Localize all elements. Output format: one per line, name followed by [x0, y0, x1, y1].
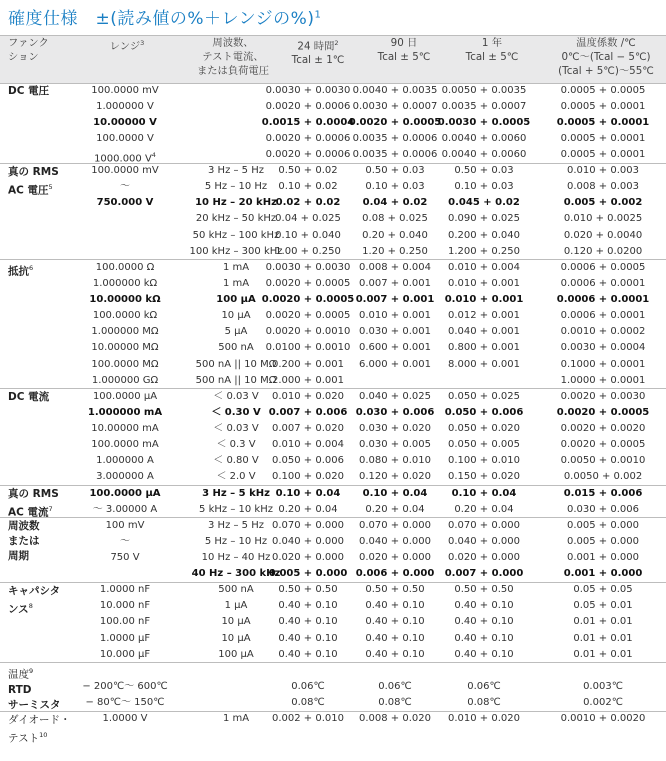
accuracy-90d-cell: 0.0040 + 0.0035	[352, 85, 438, 96]
column-header: ファンク ション	[8, 37, 49, 63]
function-label: 温度$^9$ RTD サーミスタ	[8, 667, 61, 711]
accuracy-1y-cell: 0.0050 + 0.0035	[441, 85, 527, 96]
accuracy-90d-cell: 0.40 + 0.10	[365, 649, 425, 660]
accuracy-90d-cell: 0.030 + 0.001	[359, 326, 431, 337]
range-cell: 10.00000 kΩ	[89, 294, 161, 305]
test-condition-cell: 10 Hz – 20 kHz	[195, 197, 277, 208]
accuracy-1y-cell: 0.050 + 0.006	[444, 407, 524, 418]
accuracy-24h-cell: 0.0030 + 0.0030	[265, 85, 351, 96]
test-condition-cell: 50 kHz – 100 kHz	[192, 230, 280, 241]
accuracy-24h-cell: 0.10 + 0.04	[275, 488, 341, 499]
accuracy-1y-cell: 0.08℃	[467, 697, 501, 708]
temp-coef-cell: 0.010 + 0.003	[567, 165, 639, 176]
range-cell: 1.000000 GΩ	[91, 375, 159, 386]
test-condition-cell: 3 Hz – 5 kHz	[202, 488, 270, 499]
temp-coef-cell: 0.0006 + 0.0001	[556, 294, 650, 305]
range-cell: 10.000 nF	[99, 600, 151, 611]
test-condition-cell: ＜ 0.03 V	[213, 423, 259, 434]
accuracy-24h-cell: 0.020 + 0.000	[272, 552, 344, 563]
range-cell: 100.0000 MΩ	[91, 359, 159, 370]
accuracy-90d-cell: 0.080 + 0.010	[359, 455, 431, 466]
temp-coef-cell: 0.015 + 0.006	[563, 488, 643, 499]
range-cell: 100.0000 kΩ	[92, 310, 158, 321]
accuracy-1y-cell: 0.0030 + 0.0005	[437, 117, 531, 128]
accuracy-24h-cell: 0.10 + 0.040	[275, 230, 341, 241]
accuracy-24h-cell: 0.100 + 0.020	[272, 471, 344, 482]
test-condition-cell: 40 Hz – 300 kHz	[191, 568, 281, 579]
accuracy-1y-cell: 0.40 + 0.10	[454, 649, 514, 660]
range-cell: 3.000000 A	[96, 471, 154, 482]
accuracy-1y-cell: 0.007 + 0.000	[444, 568, 524, 579]
accuracy-24h-cell: 0.050 + 0.006	[272, 455, 344, 466]
page-title: 確度仕様 ±(読み値の%＋レンジの%)$^1$	[8, 9, 322, 29]
temp-coef-cell: 0.010 + 0.0025	[563, 213, 643, 224]
accuracy-90d-cell: 0.007 + 0.001	[359, 278, 431, 289]
accuracy-90d-cell: 0.008 + 0.004	[359, 262, 431, 273]
range-cell: 1.0000 nF	[99, 584, 151, 595]
accuracy-90d-cell: 0.0035 + 0.0006	[352, 149, 438, 160]
range-cell: 100.00 nF	[99, 616, 151, 627]
accuracy-90d-cell: 0.06℃	[378, 681, 412, 692]
accuracy-24h-cell: 0.0020 + 0.0006	[265, 149, 351, 160]
range-cell: 100 mV	[105, 520, 145, 531]
accuracy-24h-cell: 0.0100 + 0.0010	[265, 342, 351, 353]
column-header: レンジ$^3$	[109, 39, 145, 53]
accuracy-24h-cell: 2.000 + 0.001	[272, 375, 344, 386]
accuracy-90d-cell: 0.40 + 0.10	[365, 600, 425, 611]
accuracy-1y-cell: 0.40 + 0.10	[454, 600, 514, 611]
range-cell: 10.000 μF	[99, 649, 151, 660]
temp-coef-cell: 0.1000 + 0.0001	[560, 359, 646, 370]
range-cell: 100.0000 μA	[92, 391, 158, 402]
temp-coef-cell: 0.0006 + 0.0005	[560, 262, 646, 273]
temp-coef-cell: 0.0020 + 0.0005	[560, 439, 646, 450]
accuracy-90d-cell: 6.000 + 0.001	[359, 359, 431, 370]
accuracy-24h-cell: 0.08℃	[291, 697, 325, 708]
test-condition-cell: ＜ 0.03 V	[213, 391, 259, 402]
range-cell: − 80℃～ 150℃	[85, 697, 165, 708]
temp-coef-cell: 0.0020 + 0.0020	[560, 423, 646, 434]
accuracy-1y-cell: 0.040 + 0.001	[448, 326, 520, 337]
accuracy-1y-cell: 0.10 + 0.03	[454, 181, 514, 192]
function-label: 周波数 または 周期	[8, 520, 40, 563]
accuracy-90d-cell: 0.04 + 0.02	[362, 197, 428, 208]
accuracy-90d-cell: 0.600 + 0.001	[359, 342, 431, 353]
range-cell: 750.000 V	[96, 197, 154, 208]
test-condition-cell: 3 Hz – 5 Hz	[208, 520, 264, 531]
accuracy-1y-cell: 0.150 + 0.020	[448, 471, 520, 482]
accuracy-1y-cell: 0.800 + 0.001	[448, 342, 520, 353]
accuracy-90d-cell: 0.0035 + 0.0006	[352, 133, 438, 144]
function-label: DC 電流	[8, 391, 50, 404]
accuracy-1y-cell: 0.020 + 0.000	[448, 552, 520, 563]
function-label: 真の RMS AC 電圧$^5$	[8, 165, 59, 197]
accuracy-24h-cell: 0.04 + 0.025	[275, 213, 341, 224]
accuracy-1y-cell: 0.045 + 0.02	[448, 197, 520, 208]
test-condition-cell: 500 nA || 10 MΩ	[195, 375, 277, 386]
accuracy-1y-cell: 0.010 + 0.020	[448, 713, 520, 724]
test-condition-cell: ＜ 0.3 V	[216, 439, 256, 450]
accuracy-1y-cell: 0.070 + 0.000	[448, 520, 520, 531]
accuracy-90d-cell: 0.0030 + 0.0007	[352, 101, 438, 112]
accuracy-90d-cell: 0.120 + 0.020	[359, 471, 431, 482]
group-divider	[0, 662, 666, 663]
temp-coef-cell: 0.0030 + 0.0004	[560, 342, 646, 353]
range-cell: ～	[120, 536, 130, 547]
accuracy-24h-cell: 0.50 + 0.02	[278, 165, 338, 176]
column-header: 1 年 Tcal ± 5℃	[465, 37, 519, 63]
column-header: 周波数、 テスト電流、 または負荷電圧	[196, 37, 270, 77]
accuracy-24h-cell: 0.40 + 0.10	[278, 633, 338, 644]
accuracy-24h-cell: 0.010 + 0.020	[272, 391, 344, 402]
range-cell: 1.0000 μF	[99, 633, 151, 644]
range-cell: 10.00000 mA	[91, 423, 159, 434]
test-condition-cell: 5 kHz – 10 kHz	[199, 504, 273, 515]
range-cell: 750 V	[110, 552, 140, 563]
accuracy-1y-cell: 0.06℃	[467, 681, 501, 692]
temp-coef-cell: 0.005 + 0.000	[567, 520, 639, 531]
accuracy-24h-cell: 0.0015 + 0.0004	[261, 117, 355, 128]
range-cell: 10.00000 MΩ	[91, 342, 159, 353]
temp-coef-cell: 0.0005 + 0.0001	[560, 149, 646, 160]
function-label: キャパシタ ンス$^8$	[8, 584, 61, 616]
temp-coef-cell: 0.01 + 0.01	[573, 616, 633, 627]
test-condition-cell: 10 μA	[221, 633, 251, 644]
test-condition-cell: 100 kHz – 300 kHz	[189, 246, 283, 257]
accuracy-90d-cell: 0.020 + 0.000	[359, 552, 431, 563]
accuracy-24h-cell: 0.10 + 0.02	[278, 181, 338, 192]
accuracy-24h-cell: 0.02 + 0.02	[275, 197, 341, 208]
test-condition-cell: 3 Hz – 5 Hz	[208, 165, 264, 176]
temp-coef-cell: 0.005 + 0.000	[567, 536, 639, 547]
function-label: 真の RMS AC 電流$^7$	[8, 488, 59, 519]
test-condition-cell: ＜ 0.30 V	[211, 407, 261, 418]
accuracy-90d-cell: 0.040 + 0.025	[359, 391, 431, 402]
range-cell: 1.000000 A	[96, 455, 154, 466]
accuracy-90d-cell: 0.08℃	[378, 697, 412, 708]
temp-coef-cell: 0.0050 + 0.0010	[560, 455, 646, 466]
test-condition-cell: 20 kHz – 50 kHz	[195, 213, 277, 224]
accuracy-90d-cell: 0.007 + 0.001	[355, 294, 435, 305]
accuracy-24h-cell: 1.00 + 0.250	[275, 246, 341, 257]
accuracy-24h-cell: 0.010 + 0.004	[272, 439, 344, 450]
temp-coef-cell: 0.0020 + 0.0030	[560, 391, 646, 402]
accuracy-24h-cell: 0.06℃	[291, 681, 325, 692]
accuracy-1y-cell: 0.012 + 0.001	[448, 310, 520, 321]
accuracy-24h-cell: 0.007 + 0.020	[272, 423, 344, 434]
accuracy-24h-cell: 0.0020 + 0.0005	[265, 310, 351, 321]
accuracy-24h-cell: 0.0020 + 0.0006	[265, 133, 351, 144]
accuracy-24h-cell: 0.007 + 0.006	[268, 407, 348, 418]
test-condition-cell: 500 nA	[218, 342, 254, 353]
range-cell: 1.000000 MΩ	[91, 326, 159, 337]
column-header: 温度係数 /℃ 0℃～(Tcal − 5℃) (Tcal + 5℃)～55℃	[558, 37, 654, 77]
test-condition-cell: 5 μA	[224, 326, 248, 337]
range-cell: 1.000000 kΩ	[92, 278, 158, 289]
range-cell: ～ 3.00000 A	[92, 504, 158, 515]
accuracy-90d-cell: 0.030 + 0.005	[359, 439, 431, 450]
accuracy-1y-cell: 0.10 + 0.04	[451, 488, 517, 499]
temp-coef-cell: 0.001 + 0.000	[567, 552, 639, 563]
accuracy-24h-cell: 0.0020 + 0.0006	[265, 101, 351, 112]
temp-coef-cell: 0.008 + 0.003	[567, 181, 639, 192]
accuracy-24h-cell: 0.0020 + 0.0010	[265, 326, 351, 337]
temp-coef-cell: 0.003℃	[583, 681, 623, 692]
accuracy-90d-cell: 0.10 + 0.04	[362, 488, 428, 499]
accuracy-90d-cell: 0.08 + 0.025	[362, 213, 428, 224]
test-condition-cell: 500 nA || 10 MΩ	[195, 359, 277, 370]
temp-coef-cell: 0.0050 + 0.002	[563, 471, 643, 482]
accuracy-1y-cell: 0.050 + 0.025	[448, 391, 520, 402]
accuracy-90d-cell: 0.006 + 0.000	[355, 568, 435, 579]
accuracy-90d-cell: 0.030 + 0.006	[355, 407, 435, 418]
accuracy-1y-cell: 0.010 + 0.004	[448, 262, 520, 273]
range-cell: ～	[120, 181, 130, 192]
function-label: DC 電圧	[8, 85, 50, 97]
accuracy-1y-cell: 0.0040 + 0.0060	[441, 133, 527, 144]
accuracy-1y-cell: 0.050 + 0.005	[448, 439, 520, 450]
accuracy-1y-cell: 0.050 + 0.020	[448, 423, 520, 434]
temp-coef-cell: 0.120 + 0.0200	[563, 246, 643, 257]
test-condition-cell: 1 mA	[222, 278, 250, 289]
range-cell: 100.0000 mV	[91, 85, 159, 96]
accuracy-24h-cell: 0.005 + 0.000	[268, 568, 348, 579]
temp-coef-cell: 0.0005 + 0.0001	[560, 133, 646, 144]
temp-coef-cell: 0.005 + 0.002	[563, 197, 643, 208]
accuracy-24h-cell: 0.40 + 0.10	[278, 649, 338, 660]
range-cell: 1.0000 V	[102, 713, 148, 724]
column-header: 24 時間$^2$ Tcal ± 1℃	[291, 39, 345, 67]
accuracy-24h-cell: 0.50 + 0.50	[278, 584, 338, 595]
test-condition-cell: 1 mA	[222, 713, 250, 724]
temp-coef-cell: 0.001 + 0.000	[563, 568, 643, 579]
temp-coef-cell: 0.0020 + 0.0005	[556, 407, 650, 418]
accuracy-90d-cell: 0.010 + 0.001	[359, 310, 431, 321]
accuracy-90d-cell: 0.50 + 0.50	[365, 584, 425, 595]
temp-coef-cell: 0.020 + 0.0040	[563, 230, 643, 241]
accuracy-24h-cell: 0.0030 + 0.0030	[265, 262, 351, 273]
temp-coef-cell: 0.0005 + 0.0001	[556, 117, 650, 128]
accuracy-90d-cell: 0.040 + 0.000	[359, 536, 431, 547]
accuracy-24h-cell: 0.002 + 0.010	[272, 713, 344, 724]
accuracy-24h-cell: 0.20 + 0.04	[278, 504, 338, 515]
test-condition-cell: 10 Hz – 40 Hz	[201, 552, 271, 563]
accuracy-24h-cell: 0.0020 + 0.0005	[261, 294, 355, 305]
accuracy-90d-cell: 0.20 + 0.040	[362, 230, 428, 241]
temp-coef-cell: 0.0010 + 0.0020	[560, 713, 646, 724]
accuracy-24h-cell: 0.0020 + 0.0005	[265, 278, 351, 289]
accuracy-90d-cell: 0.50 + 0.03	[365, 165, 425, 176]
accuracy-1y-cell: 0.090 + 0.025	[448, 213, 520, 224]
accuracy-90d-cell: 0.008 + 0.020	[359, 713, 431, 724]
test-condition-cell: 5 Hz – 10 Hz	[204, 181, 268, 192]
accuracy-1y-cell: 0.40 + 0.10	[454, 633, 514, 644]
accuracy-1y-cell: 0.20 + 0.04	[454, 504, 514, 515]
test-condition-cell: 1 μA	[224, 600, 248, 611]
temp-coef-cell: 0.01 + 0.01	[573, 649, 633, 660]
range-cell: 1.000000 mA	[87, 407, 163, 418]
function-label: ダイオード・ テスト$^{10}$	[8, 713, 71, 745]
accuracy-1y-cell: 0.200 + 0.040	[448, 230, 520, 241]
temp-coef-cell: 0.0005 + 0.0005	[560, 85, 646, 96]
accuracy-1y-cell: 0.40 + 0.10	[454, 616, 514, 627]
test-condition-cell: ＜ 2.0 V	[216, 471, 256, 482]
accuracy-90d-cell: 0.40 + 0.10	[365, 633, 425, 644]
temp-coef-cell: 0.030 + 0.006	[567, 504, 639, 515]
temp-coef-cell: 0.05 + 0.01	[573, 600, 633, 611]
temp-coef-cell: 0.01 + 0.01	[573, 633, 633, 644]
range-cell: 1.000000 V	[96, 101, 154, 112]
accuracy-1y-cell: 0.0040 + 0.0060	[441, 149, 527, 160]
accuracy-1y-cell: 0.50 + 0.50	[454, 584, 514, 595]
accuracy-90d-cell: 0.20 + 0.04	[365, 504, 425, 515]
accuracy-1y-cell: 0.100 + 0.010	[448, 455, 520, 466]
range-cell: − 200℃～ 600℃	[82, 681, 168, 692]
accuracy-1y-cell: 0.010 + 0.001	[444, 294, 524, 305]
accuracy-24h-cell: 0.040 + 0.000	[272, 536, 344, 547]
temp-coef-cell: 0.0006 + 0.0001	[560, 278, 646, 289]
accuracy-1y-cell: 1.200 + 0.250	[448, 246, 520, 257]
test-condition-cell: ＜ 0.80 V	[213, 455, 259, 466]
range-cell: 100.0000 Ω	[95, 262, 155, 273]
accuracy-1y-cell: 8.000 + 0.001	[448, 359, 520, 370]
range-cell: 100.0000 mV	[91, 165, 159, 176]
range-cell: 1000.000 $V^4$	[94, 151, 156, 165]
range-cell: 100.0000 μA	[89, 488, 161, 499]
test-condition-cell: 100 μA	[216, 294, 256, 305]
accuracy-90d-cell: 0.030 + 0.020	[359, 423, 431, 434]
temp-coef-cell: 0.0010 + 0.0002	[560, 326, 646, 337]
accuracy-24h-cell: 0.200 + 0.001	[272, 359, 344, 370]
temp-coef-cell: 0.0005 + 0.0001	[560, 101, 646, 112]
accuracy-90d-cell: 0.40 + 0.10	[365, 616, 425, 627]
accuracy-1y-cell: 0.0035 + 0.0007	[441, 101, 527, 112]
function-label: 抵抗$^6$	[8, 264, 34, 278]
accuracy-90d-cell: 1.20 + 0.250	[362, 246, 428, 257]
accuracy-1y-cell: 0.010 + 0.001	[448, 278, 520, 289]
test-condition-cell: 5 Hz – 10 Hz	[204, 536, 268, 547]
accuracy-1y-cell: 0.50 + 0.03	[454, 165, 514, 176]
column-header: 90 日 Tcal ± 5℃	[377, 37, 431, 63]
accuracy-24h-cell: 0.070 + 0.000	[272, 520, 344, 531]
test-condition-cell: 500 nA	[218, 584, 254, 595]
test-condition-cell: 10 μA	[221, 310, 251, 321]
test-condition-cell: 100 μA	[218, 649, 254, 660]
temp-coef-cell: 0.0006 + 0.0001	[560, 310, 646, 321]
range-cell: 100.0000 V	[96, 133, 154, 144]
range-cell: 100.0000 mA	[91, 439, 159, 450]
accuracy-24h-cell: 0.40 + 0.10	[278, 616, 338, 627]
temp-coef-cell: 0.002℃	[583, 697, 623, 708]
temp-coef-cell: 0.05 + 0.05	[573, 584, 633, 595]
accuracy-90d-cell: 0.10 + 0.03	[365, 181, 425, 192]
accuracy-1y-cell: 0.040 + 0.000	[448, 536, 520, 547]
accuracy-90d-cell: 0.070 + 0.000	[359, 520, 431, 531]
accuracy-24h-cell: 0.40 + 0.10	[278, 600, 338, 611]
range-cell: 10.00000 V	[93, 117, 157, 128]
test-condition-cell: 10 μA	[221, 616, 251, 627]
temp-coef-cell: 1.0000 + 0.0001	[560, 375, 646, 386]
test-condition-cell: 1 mA	[222, 262, 250, 273]
accuracy-90d-cell: 0.0020 + 0.0005	[348, 117, 442, 128]
